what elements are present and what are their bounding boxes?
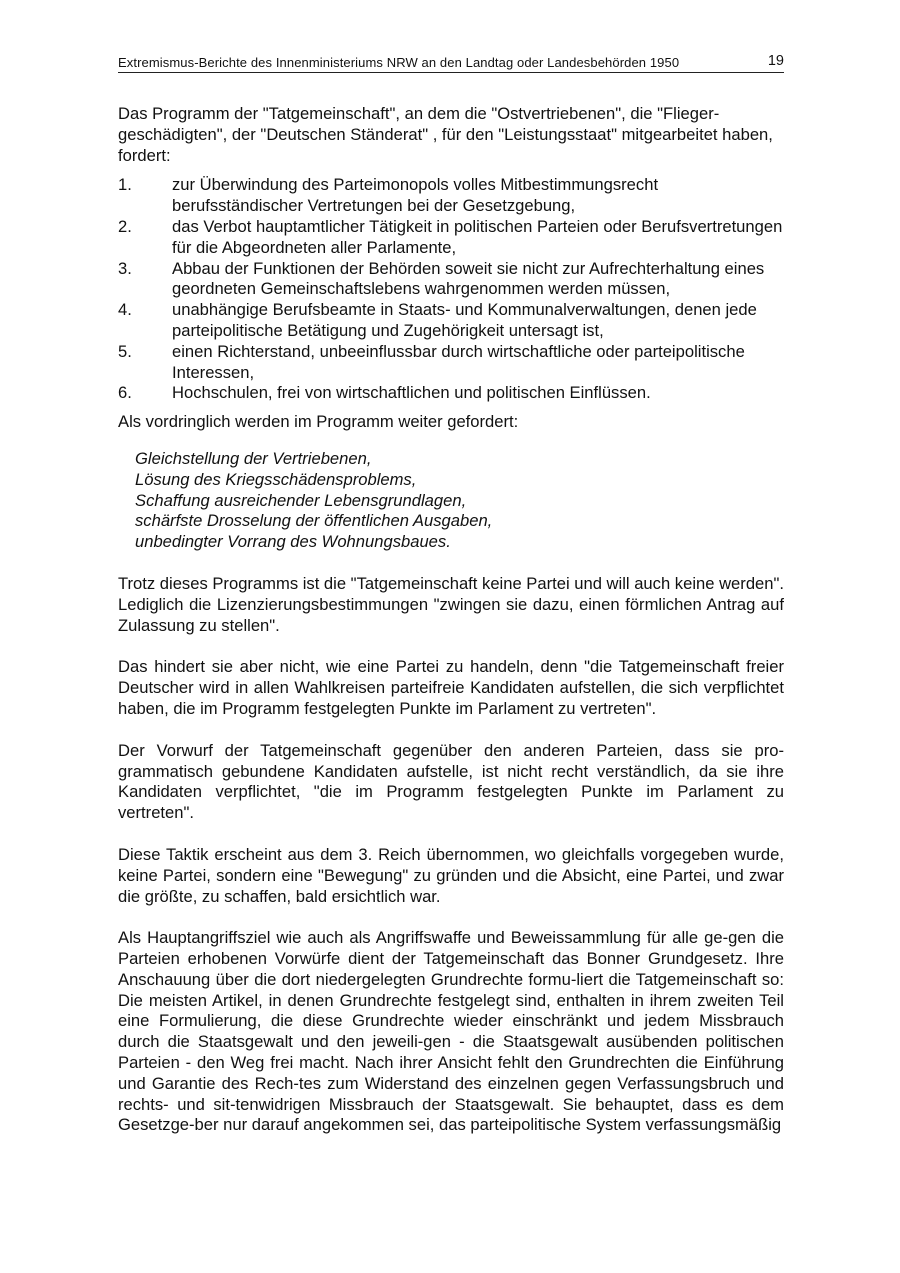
list-item — [118, 259, 784, 301]
paragraph: Trotz dieses Programms ist die "Tatgemeinschaft keine Partei und will auch keine werden". Lediglich die Lizenzierungsbestimmungen "zwingen sie dazu, einen förmlichen Antrag auf Zulassung zu stellen". — [118, 573, 785, 635]
paragraph: Das hindert sie aber nicht, wie eine Partei zu handeln, denn "die Tatgemeinschaft freier Deutscher wird in allen Wahlkreisen parteifreie Kandidaten aufstellen, die sich verpflichtet haben, die im Programm festgelegten Punkte im Parlament zu vertreten". — [118, 657, 784, 718]
header-title: Extremismus-Berichte des Innenministeriums NRW an den Landtag oder Landesbehörden 1950 — [118, 55, 680, 70]
priority-line: Schaffung ausreichender Lebensgrundlagen, — [135, 490, 467, 510]
list-item-text: Abbau der Funktionen der Behörden soweit sie nicht zur Aufrechterhaltung eines geordneten Gemeinschaftslebens wahrgenommen werden müssen, — [172, 258, 765, 299]
page-number: 19 — [767, 53, 784, 69]
paragraph: Der Vorwurf der Tatgemeinschaft gegenüber den anderen Parteien, dass sie pro-grammatisch gebundene Kandidaten aufstelle, ist nicht recht verständlich, da sie ihre Kandidaten verpflichtet, "die im Programm festgelegten Punkte im Parlament zu vertreten". — [118, 740, 784, 823]
list-item — [118, 175, 784, 217]
priority-line: Gleichstellung der Vertriebenen, — [135, 448, 372, 468]
list-item — [118, 342, 784, 384]
priority-line: schärfste Drosselung der öffentlichen Ausgaben, — [135, 511, 493, 531]
priority-line: unbedingter Vorrang des Wohnungsbaues. — [135, 532, 451, 552]
list-item — [118, 300, 784, 342]
priorities-lead: Als vordringlich werden im Programm weiter gefordert: — [118, 412, 519, 432]
intro-paragraph: Das Programm der "Tatgemeinschaft", an dem die "Ostvertriebenen", die "Flieger-geschädigten", der "Deutschen Ständerat" , für den "Leistungsstaat" mitgearbeitet haben, fordert: — [118, 104, 773, 165]
running-header — [118, 52, 784, 73]
list-item-text: einen Richterstand, unbeeinflussbar durch wirtschaftliche oder parteipolitische Interessen, — [172, 341, 745, 382]
list-item-number: 4. — [118, 300, 132, 320]
list-item-text: das Verbot hauptamtlicher Tätigkeit in politischen Parteien oder Berufsvertretungen für die Abgeordneten aller Parlamente, — [172, 216, 783, 257]
list-item — [118, 217, 784, 259]
list-item-text: unabhängige Berufsbeamte in Staats- und Kommunalverwaltungen, denen jede parteipolitische Betätigung und Zugehörigkeit untersagt ist, — [172, 300, 757, 340]
priority-line: Lösung des Kriegsschädensproblems, — [135, 469, 417, 489]
list-item-number: 6. — [118, 383, 132, 403]
paragraph: Als Hauptangriffsziel wie auch als Angriffswaffe und Beweissammlung für alle ge-gen die Parteien erhobenen Vorwürfe dient der Tatgemeinschaft das Bonner Grundgesetz. Ihre Anschauung über die dort niedergelegten Grundrechte formu-liert die Tatgemeinschaft so: Die meisten Artikel, in denen Grundrechte festgelegt sind, enthalten in ihrem zweiten Teil eine Formulierung, die diese Grundrechte wieder einschränkt und jedem Missbrauch durch die Staatsgewalt und den jeweili-gen - die Staatsgewalt ausübenden politischen Parteien - den Weg frei macht. Nach ihrer Ansicht fehlt den Grundrechten die Einführung und Garantie des Rech-tes zum Widerstand des einzelnen gegen Verfassungsbruch und rechts- und sit-tenwidrigen Missbrauch der Staatsgewalt. Sie behauptet, dass es dem Gesetzge-ber nur darauf angekommen sei, das parteipolitische System verfassungsmäßig — [118, 928, 784, 1135]
priorities-list — [135, 449, 784, 553]
list-item-number: 2. — [118, 216, 132, 236]
list-item-number: 1. — [118, 175, 132, 195]
list-item — [118, 383, 784, 404]
list-item-text: Hochschulen, frei von wirtschaftlichen und politischen Einflüssen. — [172, 383, 651, 403]
list-item-number: 3. — [118, 258, 132, 278]
demands-list — [118, 175, 784, 404]
list-item-number: 5. — [118, 341, 132, 361]
paragraph: Diese Taktik erscheint aus dem 3. Reich übernommen, wo gleichfalls vorgegeben wurde, keine Partei, sondern eine "Bewegung" zu gründen und die Absicht, eine Partei, und zwar die größte, zu schaffen, bald ersichtlich war. — [118, 844, 784, 906]
body-text — [118, 104, 784, 1136]
list-item-text: zur Überwindung des Parteimonopols volles Mitbestimmungsrecht berufsständischer Vertretungen bei der Gesetzgebung, — [172, 175, 659, 216]
